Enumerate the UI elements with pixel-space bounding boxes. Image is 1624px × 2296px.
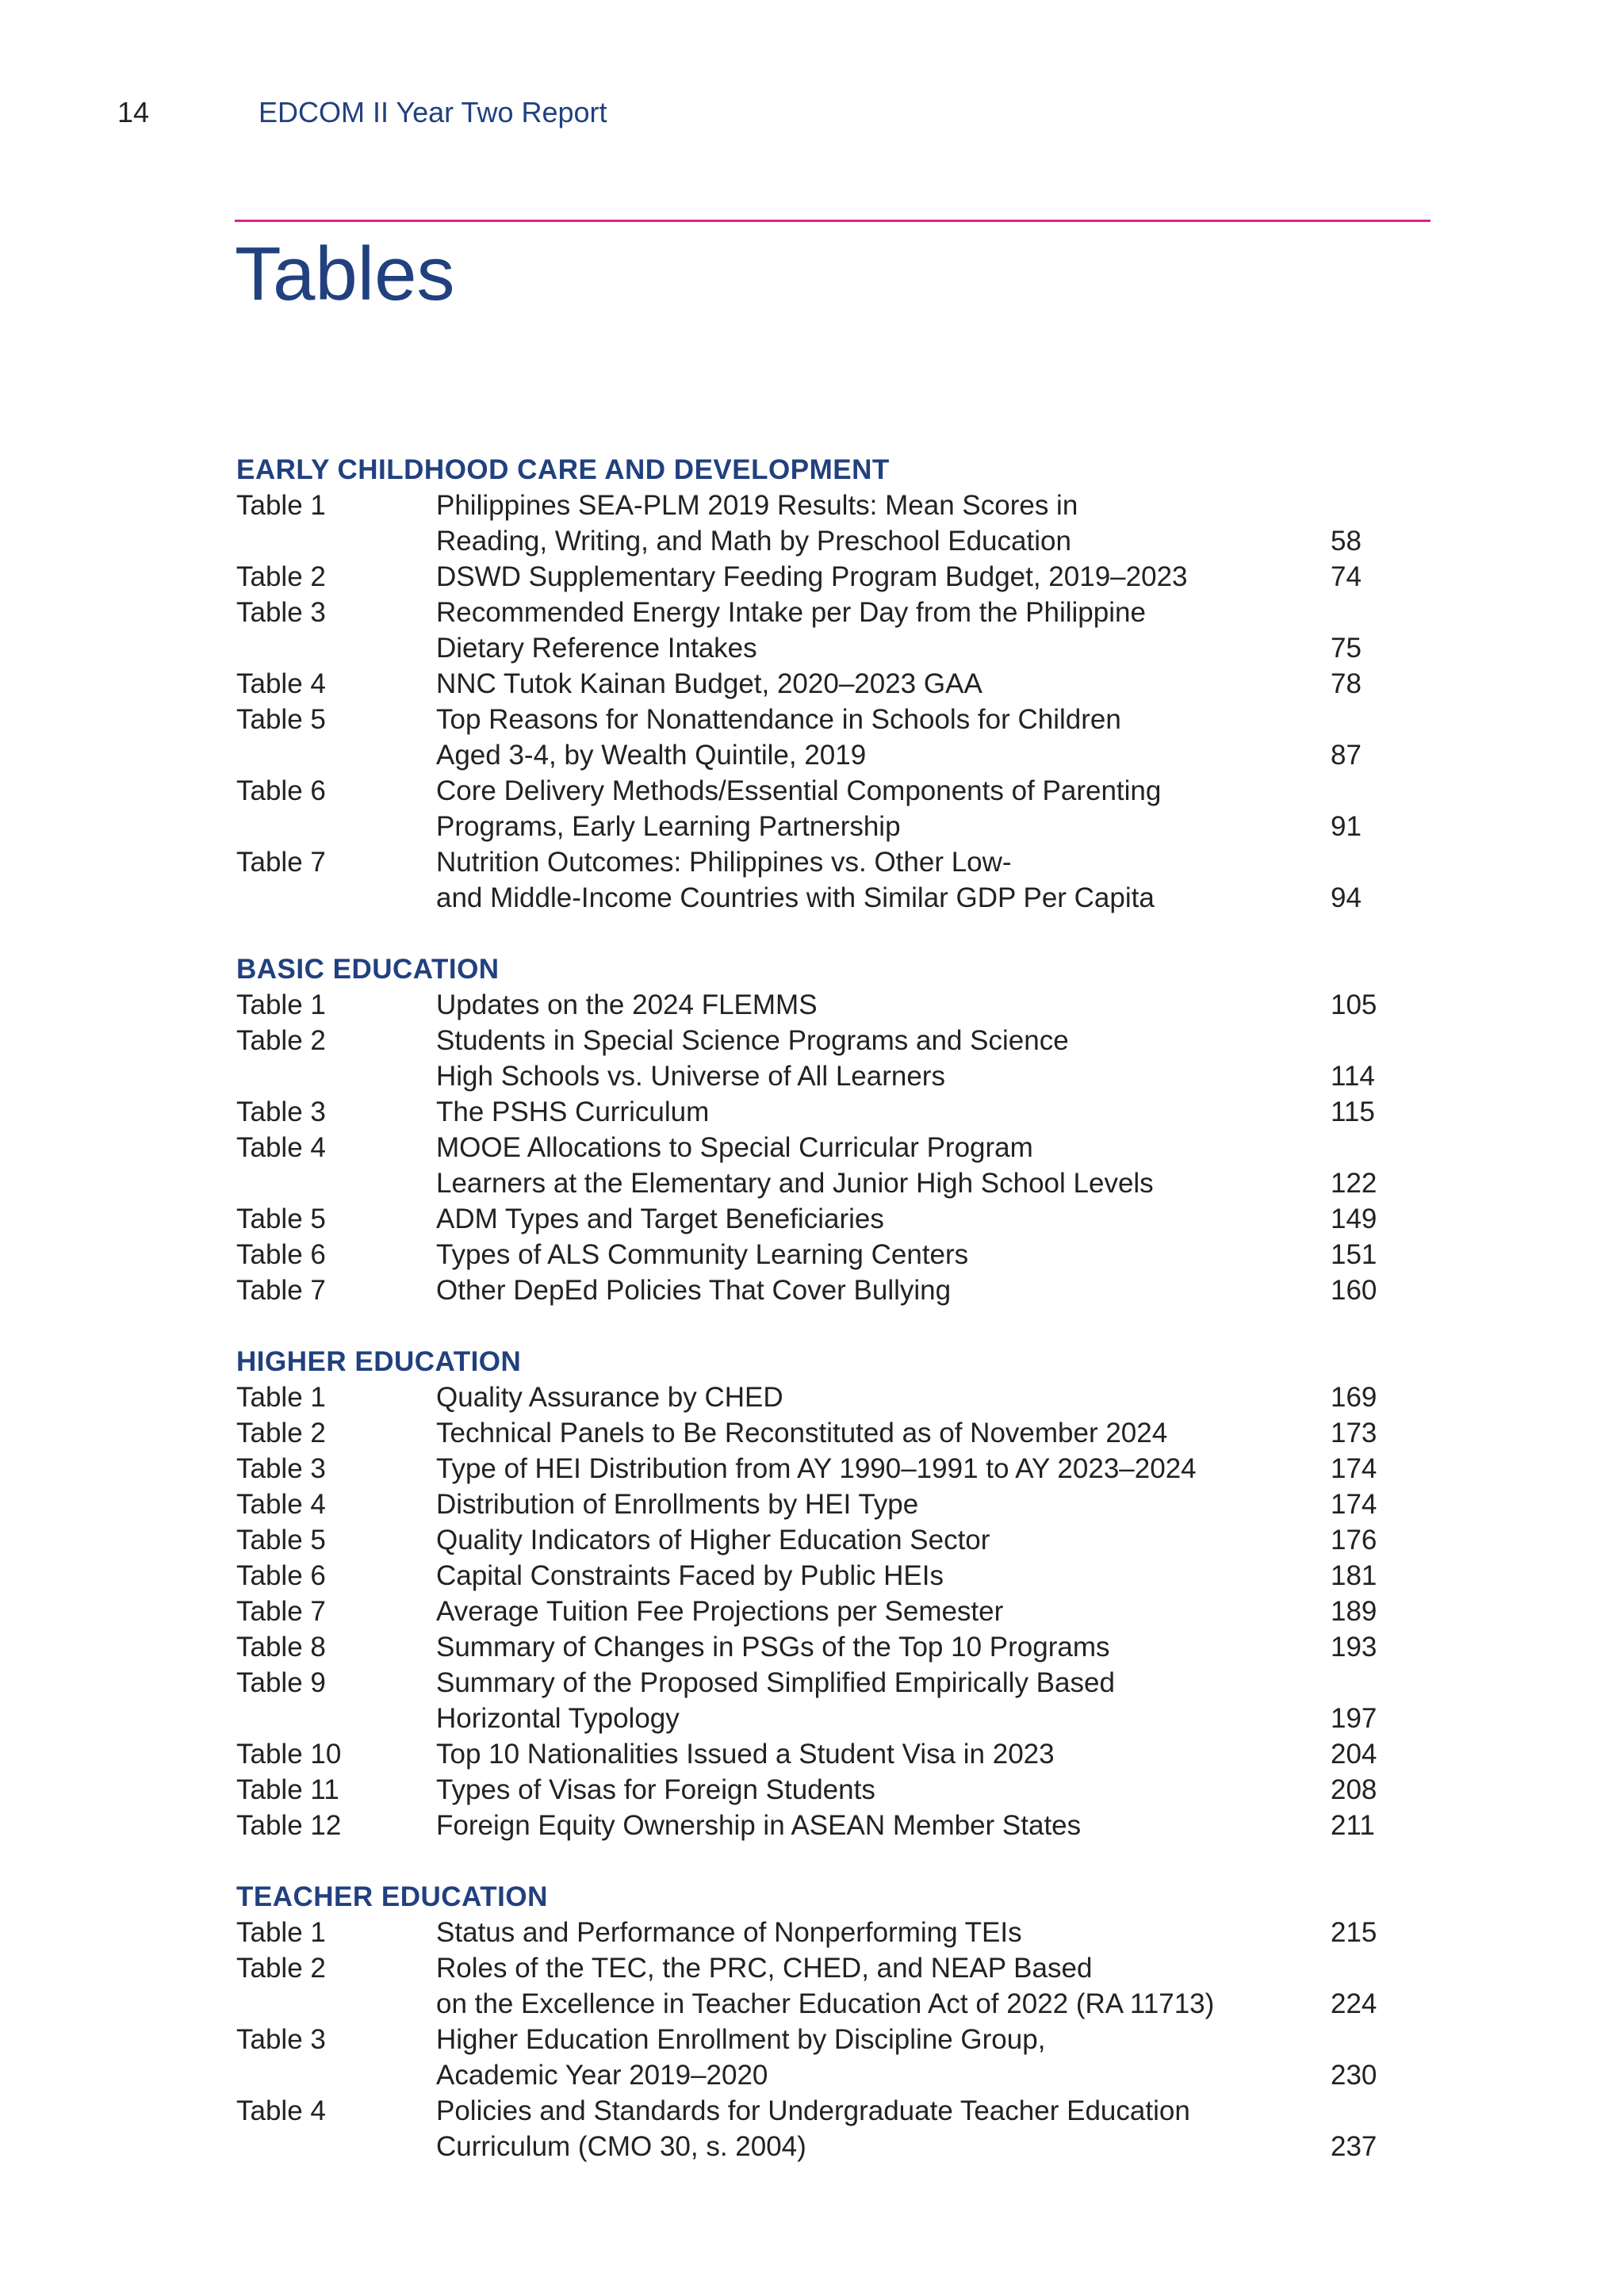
table-label: Table 3	[236, 2024, 326, 2055]
toc-entry[interactable]	[236, 2022, 1394, 2093]
page-reference: 74	[1331, 561, 1362, 592]
table-title	[436, 1772, 1331, 1808]
toc-entry[interactable]	[236, 773, 1394, 844]
table-label: Table 10	[236, 1739, 342, 1770]
report-title: EDCOM II Year Two Report	[259, 96, 607, 128]
table-label: Table 7	[236, 847, 326, 878]
section-heading: BASIC EDUCATION	[236, 954, 500, 985]
table-title	[436, 844, 1331, 916]
table-title-line: Quality Assurance by CHED	[436, 1382, 783, 1413]
table-title-line: ADM Types and Target Beneficiaries	[436, 1203, 884, 1234]
table-title-line: Types of ALS Community Learning Centers	[436, 1239, 969, 1270]
page-reference: 230	[1331, 2060, 1377, 2091]
table-title-line: Core Delivery Methods/Essential Components of Parenting	[436, 775, 1162, 806]
table-title-line: The PSHS Curriculum	[436, 1096, 710, 1127]
page-reference: 160	[1331, 1275, 1377, 1306]
table-title-line: Distribution of Enrollments by HEI Type	[436, 1489, 919, 1520]
table-label: Table 6	[236, 1239, 326, 1270]
table-title-line: DSWD Supplementary Feeding Program Budget, 2019–2023	[436, 561, 1188, 592]
toc-entry[interactable]	[236, 1023, 1394, 1094]
table-label: Table 7	[236, 1275, 326, 1306]
page-reference: 94	[1331, 882, 1362, 913]
table-title-line: Programs, Early Learning Partnership	[436, 811, 901, 842]
page-reference: 58	[1331, 526, 1362, 557]
toc-entry[interactable]	[236, 1629, 1394, 1665]
page-reference: 91	[1331, 811, 1362, 842]
table-label: Table 2	[236, 561, 326, 592]
toc-entry[interactable]	[236, 1272, 1394, 1308]
table-title	[436, 1736, 1331, 1772]
toc-entry[interactable]	[236, 1665, 1394, 1736]
table-title	[436, 2093, 1331, 2164]
toc-section	[236, 452, 1394, 916]
toc-entry[interactable]	[236, 1558, 1394, 1594]
section-heading: HIGHER EDUCATION	[236, 1346, 522, 1377]
table-title	[436, 1915, 1331, 1950]
table-title	[436, 773, 1331, 844]
toc-entry[interactable]	[236, 1522, 1394, 1558]
table-title	[436, 1487, 1331, 1522]
table-label: Table 2	[236, 1418, 326, 1448]
toc-entry[interactable]	[236, 1094, 1394, 1130]
toc-entry[interactable]	[236, 1415, 1394, 1451]
table-title-line: Top Reasons for Nonattendance in Schools for Children	[436, 704, 1121, 735]
table-label: Table 2	[236, 1953, 326, 1984]
toc-entry[interactable]	[236, 1487, 1394, 1522]
table-title	[436, 1094, 1331, 1130]
table-title-line: Types of Visas for Foreign Students	[436, 1774, 875, 1805]
table-label: Table 8	[236, 1632, 326, 1663]
table-title	[436, 702, 1331, 773]
toc-entry[interactable]	[236, 1736, 1394, 1772]
table-label: Table 6	[236, 775, 326, 806]
table-title	[436, 1594, 1331, 1629]
table-title-line: Philippines SEA-PLM 2019 Results: Mean Scores in	[436, 490, 1078, 521]
table-title-line: Roles of the TEC, the PRC, CHED, and NEAP Based	[436, 1953, 1093, 1984]
table-label: Table 3	[236, 597, 326, 628]
page-reference: 75	[1331, 633, 1362, 664]
table-title	[436, 1023, 1331, 1094]
table-label: Table 1	[236, 989, 326, 1020]
table-label: Table 1	[236, 1917, 326, 1948]
toc-section	[236, 1879, 1394, 2164]
table-title-line: Quality Indicators of Higher Education Sector	[436, 1525, 990, 1556]
toc-entry[interactable]	[236, 1594, 1394, 1629]
toc-entry[interactable]	[236, 1772, 1394, 1808]
table-label: Table 11	[236, 1774, 339, 1805]
table-title-line: Dietary Reference Intakes	[436, 633, 757, 664]
page-reference: 237	[1331, 2131, 1377, 2162]
table-label: Table 1	[236, 1382, 326, 1413]
table-label: Table 2	[236, 1025, 326, 1056]
page-number: 14	[117, 96, 150, 128]
page-reference: 224	[1331, 1988, 1377, 2019]
table-title	[436, 666, 1331, 702]
toc-entry[interactable]	[236, 844, 1394, 916]
page-reference: 122	[1331, 1168, 1377, 1199]
table-label: Table 4	[236, 1489, 326, 1520]
toc-entry[interactable]	[236, 559, 1394, 595]
table-title	[436, 1451, 1331, 1487]
toc-entry[interactable]	[236, 488, 1394, 559]
page-reference: 78	[1331, 668, 1362, 699]
table-label: Table 5	[236, 1203, 326, 1234]
table-title	[436, 1272, 1331, 1308]
toc-entry[interactable]	[236, 1130, 1394, 1201]
page-reference: 204	[1331, 1739, 1377, 1770]
toc-entry[interactable]	[236, 595, 1394, 666]
toc-entry[interactable]	[236, 666, 1394, 702]
table-label: Table 3	[236, 1096, 326, 1127]
page-reference: 176	[1331, 1525, 1377, 1556]
toc-section	[236, 1344, 1394, 1843]
table-title	[436, 1130, 1331, 1201]
table-title-line: NNC Tutok Kainan Budget, 2020–2023 GAA	[436, 668, 982, 699]
table-label: Table 4	[236, 668, 326, 699]
table-title	[436, 559, 1331, 595]
page-reference: 197	[1331, 1703, 1377, 1734]
table-title-line: Higher Education Enrollment by Discipline Group,	[436, 2024, 1046, 2055]
table-title	[436, 1629, 1331, 1665]
table-title	[436, 1950, 1331, 2022]
table-title	[436, 1237, 1331, 1272]
table-title	[436, 1380, 1331, 1415]
toc-entry[interactable]	[236, 1915, 1394, 1950]
table-title-line: Reading, Writing, and Math by Preschool Education	[436, 526, 1071, 557]
table-title	[436, 1558, 1331, 1594]
table-title-line: Summary of Changes in PSGs of the Top 10 Programs	[436, 1632, 1110, 1663]
page-reference: 105	[1331, 989, 1377, 1020]
table-title-line: Type of HEI Distribution from AY 1990–1991 to AY 2023–2024	[436, 1453, 1197, 1484]
table-title-line: Other DepEd Policies That Cover Bullying	[436, 1275, 952, 1306]
toc-entry[interactable]	[236, 702, 1394, 773]
table-label: Table 4	[236, 2095, 326, 2126]
toc-entry[interactable]	[236, 1201, 1394, 1237]
page-reference: 208	[1331, 1774, 1377, 1805]
table-title-line: Nutrition Outcomes: Philippines vs. Other Low-	[436, 847, 1012, 878]
table-title-line: Horizontal Typology	[436, 1703, 680, 1734]
toc-entry[interactable]	[236, 1451, 1394, 1487]
toc-entry[interactable]	[236, 2093, 1394, 2164]
table-list	[236, 452, 1394, 2200]
page-reference: 189	[1331, 1596, 1377, 1627]
table-label: Table 4	[236, 1132, 326, 1163]
page-reference: 211	[1331, 1810, 1375, 1841]
page-reference: 174	[1331, 1453, 1377, 1484]
page-reference: 181	[1331, 1560, 1377, 1591]
table-title-line: Average Tuition Fee Projections per Semester	[436, 1596, 1004, 1627]
table-title-line: Curriculum (CMO 30, s. 2004)	[436, 2131, 806, 2162]
page-reference: 169	[1331, 1382, 1377, 1413]
table-title	[436, 987, 1331, 1023]
table-label: Table 6	[236, 1560, 326, 1591]
table-title	[436, 1665, 1331, 1736]
toc-entry[interactable]	[236, 1237, 1394, 1272]
table-title-line: Foreign Equity Ownership in ASEAN Member States	[436, 1810, 1082, 1841]
table-title-line: Technical Panels to Be Reconstituted as of November 2024	[436, 1418, 1168, 1448]
table-title	[436, 595, 1331, 666]
toc-section	[236, 951, 1394, 1308]
table-title-line: MOOE Allocations to Special Curricular Program	[436, 1132, 1033, 1163]
page-reference: 151	[1331, 1239, 1377, 1270]
toc-entry[interactable]	[236, 1950, 1394, 2022]
page-reference: 174	[1331, 1489, 1377, 1520]
table-title	[436, 1522, 1331, 1558]
table-title-line: Academic Year 2019–2020	[436, 2060, 768, 2091]
table-title	[436, 2022, 1331, 2093]
table-title-line: Policies and Standards for Undergraduate Teacher Education	[436, 2095, 1190, 2126]
table-title-line: Top 10 Nationalities Issued a Student Visa in 2023	[436, 1739, 1055, 1770]
toc-entry[interactable]	[236, 1380, 1394, 1415]
title-divider	[235, 220, 1431, 222]
table-label: Table 1	[236, 490, 326, 521]
table-title	[436, 488, 1331, 559]
table-title-line: Updates on the 2024 FLEMMS	[436, 989, 818, 1020]
table-title-line: Summary of the Proposed Simplified Empirically Based	[436, 1667, 1115, 1698]
table-label: Table 9	[236, 1667, 326, 1698]
table-title-line: on the Excellence in Teacher Education Act of 2022 (RA 11713)	[436, 1988, 1215, 2019]
section-heading: EARLY CHILDHOOD CARE AND DEVELOPMENT	[236, 454, 890, 485]
table-title-line: Aged 3-4, by Wealth Quintile, 2019	[436, 740, 867, 771]
table-title-line: Learners at the Elementary and Junior High School Levels	[436, 1168, 1154, 1199]
section-heading: TEACHER EDUCATION	[236, 1881, 548, 1912]
table-label: Table 7	[236, 1596, 326, 1627]
table-title-line: Status and Performance of Nonperforming TEIs	[436, 1917, 1022, 1948]
page-reference: 87	[1331, 740, 1362, 771]
page-reference: 215	[1331, 1917, 1377, 1948]
table-label: Table 12	[236, 1810, 342, 1841]
page-reference: 193	[1331, 1632, 1377, 1663]
page-reference: 115	[1331, 1096, 1375, 1127]
toc-entry[interactable]	[236, 987, 1394, 1023]
table-label: Table 5	[236, 1525, 326, 1556]
table-title-line: Students in Special Science Programs and Science	[436, 1025, 1069, 1056]
page-reference: 114	[1331, 1061, 1375, 1092]
table-title-line: Capital Constraints Faced by Public HEIs	[436, 1560, 944, 1591]
page-reference: 173	[1331, 1418, 1377, 1448]
table-title	[436, 1415, 1331, 1451]
table-label: Table 3	[236, 1453, 326, 1484]
page-title: Tables	[235, 232, 455, 316]
page-reference: 149	[1331, 1203, 1377, 1234]
table-title-line: and Middle-Income Countries with Similar GDP Per Capita	[436, 882, 1155, 913]
table-title	[436, 1808, 1331, 1843]
table-title-line: Recommended Energy Intake per Day from the Philippine	[436, 597, 1146, 628]
table-title	[436, 1201, 1331, 1237]
table-title-line: High Schools vs. Universe of All Learners	[436, 1061, 945, 1092]
toc-entry[interactable]	[236, 1808, 1394, 1843]
table-label: Table 5	[236, 704, 326, 735]
